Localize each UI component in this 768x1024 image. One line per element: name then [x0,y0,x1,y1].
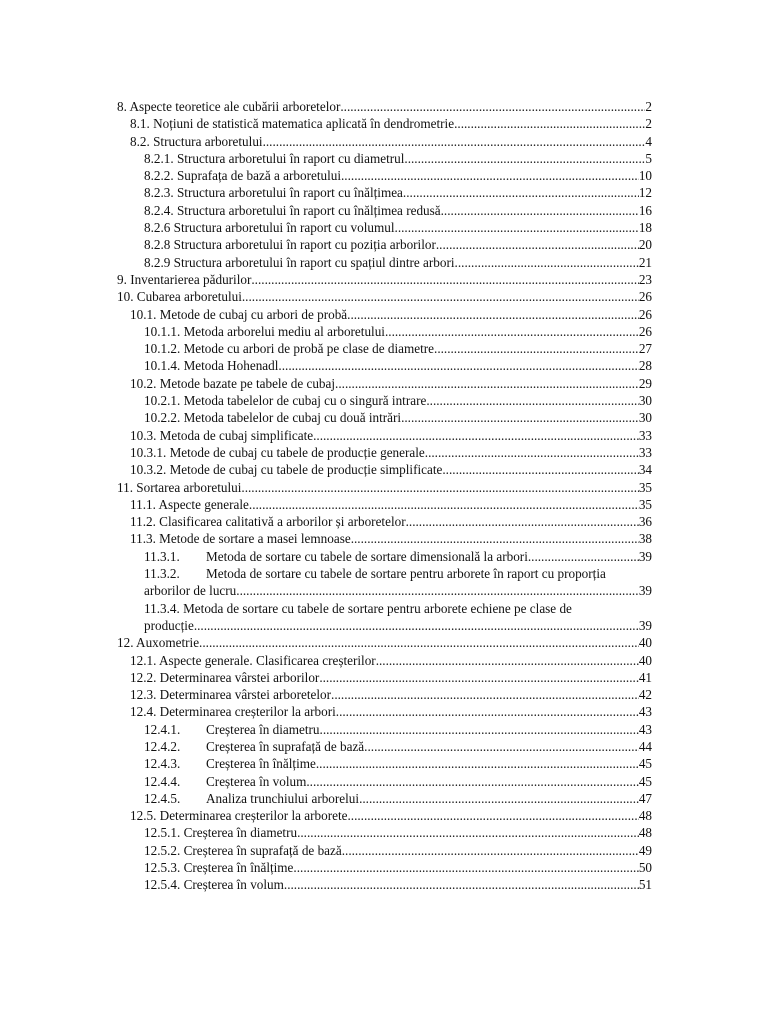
toc-entry-title: 10.3.2. Metode de cubaj cu tabele de producție simplificate [130,462,443,478]
toc-entry[interactable] [117,375,652,392]
toc-dot-leader [263,133,646,150]
toc-dot-leader [442,461,638,478]
toc-entry-title: 12. Auxometrie [117,635,200,651]
toc-entry-title-group [130,652,376,669]
toc-entry-title: 12.5.1. Creșterea în diametru [144,825,298,841]
toc-dot-leader [331,686,639,703]
toc-entry-number: 12.4.4. [144,773,181,789]
toc-entry-number: 12.4.1. [144,721,181,737]
toc-page-number: 49 [638,842,652,858]
toc-dot-leader [194,617,639,634]
toc-dot-leader [347,306,639,323]
toc-entry[interactable] [117,202,652,219]
toc-entry-title-group [144,219,395,236]
toc-dot-leader [297,824,639,841]
toc-entry-title: 12.5.4. Creșterea în volum [144,877,284,893]
toc-page-number: 50 [638,860,652,876]
toc-entry-number: 12.4.2. [144,738,181,754]
toc-dot-leader [426,392,638,409]
toc-entry-title-group [144,254,458,271]
toc-dot-leader [364,738,639,755]
toc-page-number: 35 [638,479,652,495]
toc-dot-leader [336,703,639,720]
toc-entry-title-group [144,202,441,219]
toc-entry-title-continued: producție [144,617,194,633]
toc-page-number: 39 [638,617,652,633]
toc-entry-title-group [144,824,297,841]
toc-entry[interactable] [117,150,652,167]
toc-dot-leader [241,479,638,496]
toc-entry-title-group [144,842,342,859]
toc-entry[interactable] [117,738,652,755]
toc-dot-leader [458,254,639,271]
toc-entry-title: 8.2. Structura arboretului [130,133,263,149]
toc-entry-title-group [130,807,347,824]
toc-entry-title: 12.2. Determinarea vârstei arborilor [130,669,320,685]
toc-page-number: 30 [638,410,652,426]
toc-entry-title-group [144,876,284,893]
toc-page-number: 21 [638,254,652,270]
toc-entry-title-group [117,479,241,496]
toc-page-number: 48 [638,825,652,841]
toc-dot-leader [528,548,639,565]
toc-entry-title: 8.2.1. Structura arboretului în raport cu diametrul [144,150,405,166]
toc-page-number: 33 [638,444,652,460]
toc-page-number: 45 [638,756,652,772]
toc-entry-title-group [130,513,406,530]
toc-entry-title: 10.2.2. Metoda tabelelor de cubaj cu două intrări [144,410,402,426]
toc-page-number: 27 [638,341,652,357]
toc-entry-title-group [144,340,434,357]
toc-entry-title-group [117,271,251,288]
toc-entry-title-group [117,288,242,305]
toc-dot-leader [313,427,639,444]
toc-dot-leader [347,807,638,824]
toc-entry[interactable] [117,634,652,651]
toc-dot-leader [342,842,639,859]
toc-entry-title: 8. Aspecte teoretice ale cubării arboretelor [117,99,341,114]
toc-dot-leader [436,236,639,253]
toc-page-number: 43 [638,721,652,737]
toc-page-number: 26 [638,289,652,305]
toc-entry-title-group [130,115,454,132]
toc-entry[interactable] [117,565,652,600]
toc-entry-title-group [144,409,401,426]
toc-entry-title: Creșterea în volum [206,773,307,789]
toc-page-number: 2 [645,99,652,114]
toc-page-number: 40 [638,635,652,651]
toc-page-number: 44 [638,738,652,754]
toc-entry-title-continued: arborilor de lucru [144,583,237,599]
toc-entry[interactable] [117,721,652,738]
toc-page-number: 51 [638,877,652,893]
toc-entry[interactable] [117,548,652,565]
toc-entry-title-group [144,357,278,374]
toc-entry[interactable] [117,340,652,357]
toc-dot-leader [441,202,639,219]
toc-entry-title: Metoda de sortare cu tabele de sortare dimensională la arbori [206,548,528,564]
toc-dot-leader [278,357,638,374]
toc-dot-leader [316,755,639,772]
toc-entry-number: 12.4.3. [144,756,181,772]
toc-page-number: 26 [638,323,652,339]
toc-dot-leader [319,669,639,686]
toc-entry[interactable] [117,876,652,893]
toc-entry[interactable] [117,444,652,461]
toc-dot-leader [395,219,639,236]
toc-page-number: 16 [638,202,652,218]
toc-page-number: 5 [645,150,652,166]
toc-entry-title-group [144,859,293,876]
toc-entry-title: 8.2.3. Structura arboretului în raport cu înălțimea [144,185,403,201]
toc-entry-number: 11.3.2. [144,566,180,582]
toc-entry-title: 12.3. Determinarea vârstei arboretelor [130,687,332,703]
toc-entry[interactable] [117,686,652,703]
toc-dot-leader [425,444,639,461]
toc-entry-title: 11.2. Clasificarea calitativă a arborilor și arboretelor [130,514,406,530]
toc-dot-leader [340,98,645,115]
toc-entry-title: Creșterea în suprafață de bază [206,738,365,754]
toc-dot-leader [341,167,639,184]
toc-entry-title-group [130,669,319,686]
toc-dot-leader [376,652,639,669]
toc-entry[interactable] [117,98,652,115]
toc-entry-title: 10.1.1. Metoda arborelui mediu al arboretului [144,323,385,339]
toc-entry-title-group [144,790,359,807]
toc-page-number: 4 [645,133,652,149]
toc-entry-title: 10.3.1. Metode de cubaj cu tabele de producție generale [130,444,425,460]
toc-dot-leader [249,496,639,513]
toc-page-number: 42 [638,687,652,703]
toc-page-number: 23 [638,271,652,287]
toc-dot-leader [251,271,638,288]
toc-page-number: 39 [638,583,652,599]
toc-page-number: 20 [638,237,652,253]
toc-entry[interactable] [117,530,652,547]
toc-entry-title-group [144,184,403,201]
toc-entry[interactable] [117,115,652,132]
toc-entry[interactable] [117,323,652,340]
toc-entry[interactable] [117,842,652,859]
toc-entry-title-group [144,323,385,340]
toc-entry[interactable] [117,409,652,426]
toc-entry[interactable] [117,306,652,323]
toc-entry-title-group [144,548,528,565]
toc-entry[interactable] [117,669,652,686]
toc-entry[interactable] [117,859,652,876]
toc-dot-leader [351,530,639,547]
toc-dot-leader [320,721,639,738]
toc-entry[interactable] [117,652,652,669]
toc-page-number: 34 [638,462,652,478]
toc-page-number: 43 [638,704,652,720]
toc-entry[interactable] [117,184,652,201]
toc-page-number: 36 [638,514,652,530]
toc-entry-title: 11.3.4. Metoda de sortare cu tabele de sortare pentru arborete echiene pe clase de [144,600,572,616]
toc-page-number: 18 [638,220,652,236]
toc-dot-leader [401,409,639,426]
toc-entry[interactable] [117,427,652,444]
toc-dot-leader [454,115,645,132]
toc-entry-title: 8.2.4. Structura arboretului în raport cu înălțimea redusă [144,202,441,218]
toc-page-number: 39 [638,548,652,564]
toc-entry[interactable] [117,133,652,150]
toc-entry-title-group [130,496,249,513]
toc-entry-title-group [130,530,351,547]
toc-page-number: 33 [638,427,652,443]
toc-dot-leader [242,288,639,305]
toc-entry[interactable] [117,236,652,253]
toc-entry[interactable] [117,755,652,772]
toc-page-number: 48 [638,808,652,824]
toc-page-number: 47 [638,790,652,806]
toc-dot-leader [406,513,639,530]
toc-entry-title: Creșterea în înălțime [206,756,316,772]
toc-entry-title: 12.5. Determinarea creșterilor la arborete [130,808,348,824]
toc-dot-leader [385,323,639,340]
toc-entry-number: 11.3.1. [144,548,180,564]
toc-entry-title: 8.2.6 Structura arboretului în raport cu volumul [144,220,395,236]
toc-dot-leader [404,150,645,167]
toc-entry-number: 12.4.5. [144,790,181,806]
toc-entry-title: 10.2. Metode bazate pe tabele de cubaj [130,375,336,391]
toc-entry[interactable] [117,288,652,305]
toc-entry-title: Creșterea în diametru [206,721,320,737]
toc-entry-title-group [144,738,364,755]
toc-entry[interactable] [117,392,652,409]
toc-entry-title-group [144,773,306,790]
toc-entry[interactable] [117,703,652,720]
toc-page-number: 40 [638,652,652,668]
toc-entry[interactable] [117,461,652,478]
toc-entry-title: 8.2.9 Structura arboretului în raport cu spațiul dintre arbori. [144,254,458,270]
toc-entry[interactable] [117,807,652,824]
toc-dot-leader [236,582,639,599]
toc-dot-leader [359,790,639,807]
toc-dot-leader [293,859,638,876]
toc-entry-title: 10.1.4. Metoda Hohenadl [144,358,279,374]
toc-entry-title: 12.1. Aspecte generale. Clasificarea creșterilor [130,652,376,668]
toc-entry-title: 10.3. Metoda de cubaj simplificate [130,427,314,443]
toc-entry[interactable] [117,254,652,271]
toc-entry-title: 11. Sortarea arboretului [117,479,242,495]
toc-entry-title-group [130,686,331,703]
toc-entry[interactable] [117,790,652,807]
toc-page-number: 28 [638,358,652,374]
toc-entry-title-group [144,392,426,409]
table-of-contents [117,98,652,894]
toc-dot-leader [306,773,638,790]
toc-page-number: 10 [638,168,652,184]
toc-entry[interactable] [117,167,652,184]
toc-entry[interactable] [117,479,652,496]
toc-entry-title: 12.4. Determinarea creșterilor la arbori [130,704,336,720]
toc-dot-leader [403,184,639,201]
toc-entry-title-group [144,721,320,738]
toc-entry-title-group [117,98,340,115]
toc-entry-title-group [130,133,263,150]
toc-entry-title-group [130,703,336,720]
toc-entry-title: 10.2.1. Metoda tabelelor de cubaj cu o singură intrare [144,393,427,409]
toc-page-number: 26 [638,306,652,322]
toc-entry-title: 12.5.2. Creșterea în suprafață de bază [144,842,342,858]
toc-entry[interactable] [117,219,652,236]
toc-entry-title: Analiza trunchiului arborelui [206,790,360,806]
toc-entry[interactable] [117,824,652,841]
toc-entry-title: 8.2.2. Suprafața de bază a arboretului [144,168,341,184]
toc-entry-title: 10. Cubarea arboretului [117,289,242,305]
toc-entry[interactable] [117,600,652,635]
toc-entry-title-group [144,236,436,253]
toc-dot-leader [199,634,639,651]
toc-entry-title-group [144,755,316,772]
toc-entry-title: 12.5.3. Creșterea în înălțime [144,860,294,876]
toc-entry[interactable] [117,513,652,530]
toc-entry[interactable] [117,357,652,374]
toc-entry[interactable] [117,773,652,790]
toc-entry-title: 11.3. Metode de sortare a masei lemnoase [130,531,351,547]
toc-entry-title-group [144,150,404,167]
toc-page-number: 35 [638,496,652,512]
toc-dot-leader [434,340,639,357]
toc-dot-leader [335,375,639,392]
toc-entry-title-group [130,306,347,323]
toc-page-number: 29 [638,375,652,391]
toc-entry-title: 11.1. Aspecte generale [130,496,249,512]
toc-entry-title: 9. Inventarierea pădurilor [117,271,252,287]
toc-entry-title: 8.2.8 Structura arboretului în raport cu poziția arborilor [144,237,436,253]
toc-entry-title-group [117,634,199,651]
toc-page-number: 41 [638,669,652,685]
toc-page-number: 2 [645,116,652,132]
toc-entry-title: 10.1.2. Metode cu arbori de probă pe clase de diametre [144,341,435,357]
toc-entry-title-group [144,167,341,184]
toc-entry-title-group [130,375,335,392]
toc-entry[interactable] [117,271,652,288]
toc-page-number: 12 [638,185,652,201]
toc-page-number: 30 [638,393,652,409]
toc-dot-leader [284,876,639,893]
toc-entry-title-group [130,427,313,444]
toc-page-number: 45 [638,773,652,789]
toc-entry-title: 10.1. Metode de cubaj cu arbori de probă [130,306,348,322]
toc-entry[interactable] [117,496,652,513]
toc-entry-title-group [130,461,442,478]
toc-entry-title: 8.1. Noțiuni de statistică matematica aplicată în dendrometrie [130,116,455,132]
toc-entry-title: Metoda de sortare cu tabele de sortare pentru arborete în raport cu proporția [206,566,606,582]
toc-page-number: 38 [638,531,652,547]
toc-entry-title-group [130,444,425,461]
